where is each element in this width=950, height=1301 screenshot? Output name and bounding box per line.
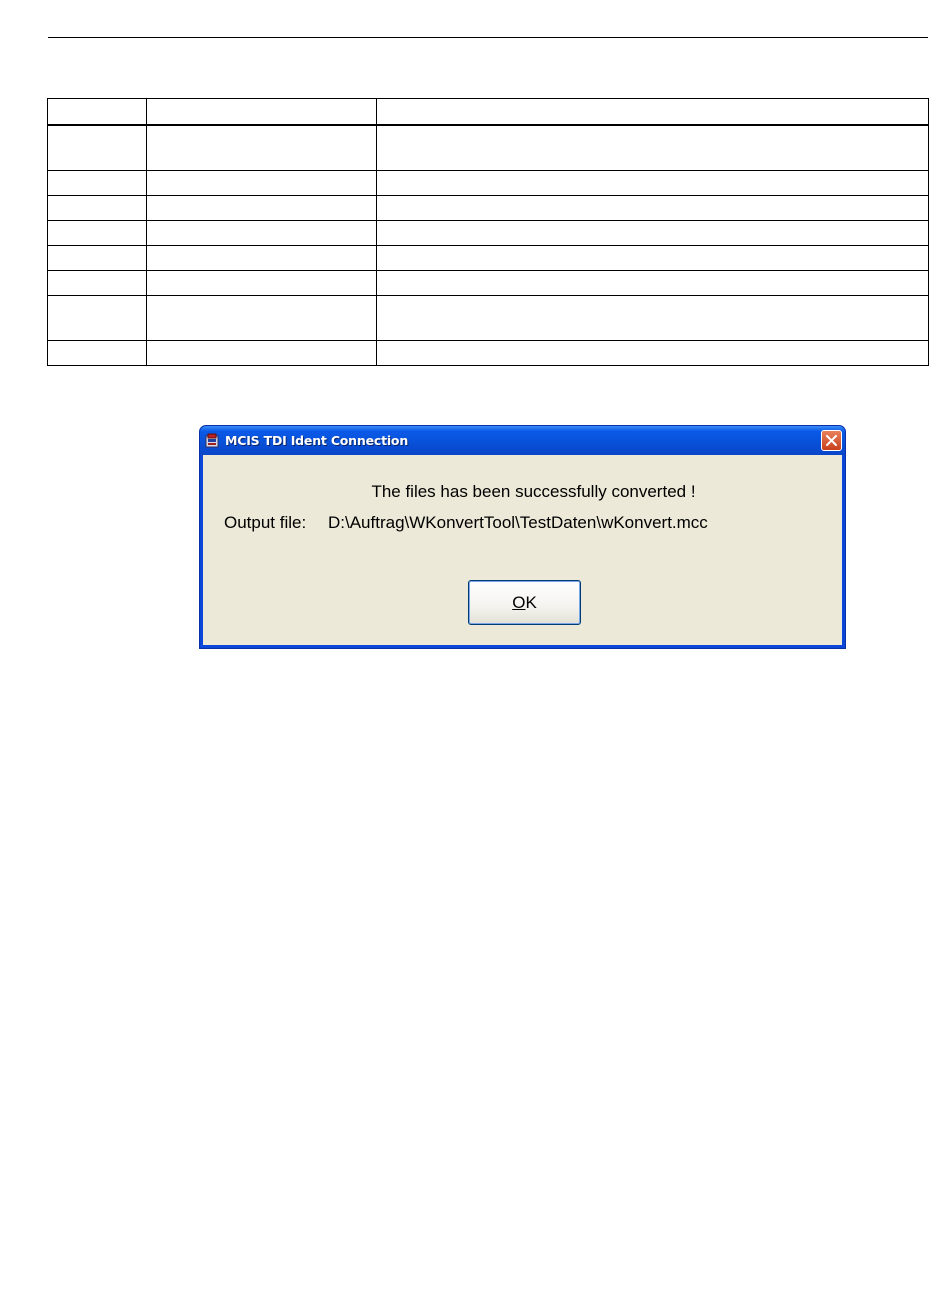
- table-cell: [377, 196, 929, 221]
- table-cell: [377, 221, 929, 246]
- table-row: [48, 196, 929, 221]
- table-cell: [147, 246, 377, 271]
- table-cell: [147, 125, 377, 171]
- table-cell: [48, 171, 147, 196]
- output-file-label: Output file:: [224, 513, 307, 532]
- table-cell: [48, 341, 147, 366]
- table-row: [48, 246, 929, 271]
- ok-label-mnemonic: O: [512, 593, 526, 612]
- table-cell: [147, 221, 377, 246]
- table-cell: [377, 171, 929, 196]
- close-icon: [826, 435, 837, 446]
- table-header-row: [48, 99, 929, 126]
- table-cell: [377, 246, 929, 271]
- table-row: [48, 125, 929, 171]
- table-cell: [377, 125, 929, 171]
- page-header-rule: [48, 37, 928, 38]
- ok-button[interactable]: [468, 580, 581, 625]
- table-cell: [377, 271, 929, 296]
- output-file-path: D:\Auftrag\WKonvertTool\TestDaten\wKonvert.mcc: [328, 513, 708, 532]
- dialog-title: MCIS TDI Ident Connection: [225, 433, 409, 448]
- close-button[interactable]: [821, 430, 842, 451]
- table-cell: [377, 99, 929, 126]
- table-row: [48, 296, 929, 341]
- table-cell: [48, 271, 147, 296]
- output-file-line: [224, 513, 708, 533]
- message-dialog: [199, 425, 846, 649]
- table-cell: [147, 99, 377, 126]
- table-cell: [377, 341, 929, 366]
- table-row: [48, 271, 929, 296]
- table-row: [48, 221, 929, 246]
- table-row: [48, 171, 929, 196]
- table-cell: [147, 296, 377, 341]
- table-cell: [48, 99, 147, 126]
- table-cell: [48, 221, 147, 246]
- table-cell: [48, 296, 147, 341]
- table-cell: [147, 271, 377, 296]
- table-cell: [48, 246, 147, 271]
- table-cell: [48, 125, 147, 171]
- success-message: The files has been successfully converted !: [371, 482, 696, 501]
- table-cell: [377, 296, 929, 341]
- app-icon: [205, 433, 219, 448]
- table-cell: [147, 341, 377, 366]
- table-cell: [147, 196, 377, 221]
- document-table: [47, 98, 929, 366]
- table-cell: [147, 171, 377, 196]
- ok-label-rest: K: [525, 593, 537, 612]
- table-row: [48, 341, 929, 366]
- table-cell: [48, 196, 147, 221]
- dialog-titlebar[interactable]: [200, 426, 845, 455]
- dialog-body: [203, 455, 842, 645]
